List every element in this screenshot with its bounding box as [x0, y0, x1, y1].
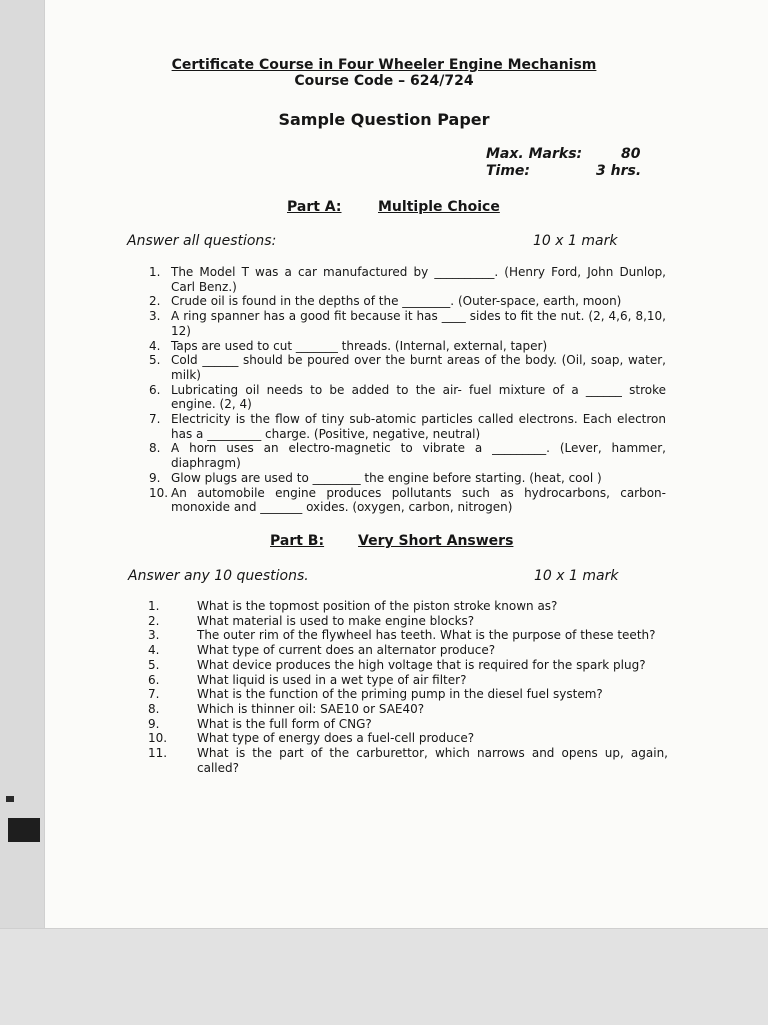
list-item: 9. Glow plugs are used to ________ the engine before starting. (heat, cool )	[149, 470, 602, 485]
part-a-marks: 10 x 1 mark	[533, 233, 618, 249]
part-a-question-list	[149, 265, 666, 515]
list-item: 5. What device produces the high voltage that is required for the spark plug?	[148, 657, 646, 672]
list-item: 6. Lubricating oil needs to be added to the air- fuel mixture of a ______ stroke engine. (2, 4)	[149, 382, 666, 412]
list-item: 9. What is the full form of CNG?	[148, 716, 372, 731]
max-marks-value: 80	[621, 146, 641, 162]
list-item: 8. A horn uses an electro-magnetic to vibrate a _________. (Lever, hammer, diaphragm)	[149, 441, 666, 471]
scan-artifact	[8, 818, 40, 842]
time-value: 3 hrs.	[596, 163, 642, 179]
part-b-marks: 10 x 1 mark	[534, 568, 619, 584]
part-b-title: Very Short Answers	[358, 533, 514, 549]
list-item: 4. What type of current does an alternator produce?	[148, 643, 496, 658]
list-item: 3. The outer rim of the flywheel has teeth. What is the purpose of these teeth?	[148, 628, 656, 643]
list-item: 5. Cold ______ should be poured over the burnt areas of the body. (Oil, soap, water, milk)	[149, 353, 666, 382]
part-b-question-list	[148, 599, 668, 775]
course-title: Certificate Course in Four Wheeler Engine Mechanism	[171, 57, 597, 73]
part-a-title: Multiple Choice	[378, 199, 500, 215]
part-b-label: Part B:	[270, 533, 325, 549]
list-item: 2. What material is used to make engine blocks?	[148, 613, 475, 628]
list-item: 7. What is the function of the priming pump in the diesel fuel system?	[148, 687, 603, 702]
part-a-label: Part A:	[287, 199, 342, 215]
list-item: 3. A ring spanner has a good fit because it has ____ sides to fit the nut. (2, 4,6, 8,10, 12)	[149, 309, 666, 338]
scan-left-margin	[0, 0, 44, 1024]
max-marks-label: Max. Marks:	[486, 146, 583, 162]
list-item: 7. Electricity is the flow of tiny sub-atomic particles called electrons. Each electron has a _________ charge. (Positive, negative, neutral)	[149, 412, 666, 441]
list-item: 10. What type of energy does a fuel-cell produce?	[148, 731, 475, 746]
list-item: 10. An automobile engine produces pollutants such as hydrocarbons, carbon-monoxide and _______ oxides. (oxygen, carbon, nitrogen)	[149, 485, 666, 515]
list-item: 4. Taps are used to cut _______ threads. (Internal, external, taper)	[149, 338, 548, 353]
list-item: 1. What is the topmost position of the piston stroke known as?	[148, 599, 558, 613]
paper-title: Sample Question Paper	[278, 110, 490, 129]
part-b-instruction: Answer any 10 questions.	[128, 568, 309, 584]
time-label: Time:	[486, 163, 531, 179]
course-code: Course Code – 624/724	[294, 73, 474, 89]
list-item: 6. What liquid is used in a wet type of air filter?	[148, 672, 467, 687]
list-item: 2. Crude oil is found in the depths of the ________. (Outer-space, earth, moon)	[149, 294, 622, 309]
scan-bottom-margin	[0, 928, 768, 1025]
list-item: 11. What is the part of the carburettor, which narrows and opens up, again, called?	[148, 746, 668, 775]
scan-artifact	[6, 796, 14, 802]
list-item: 8. Which is thinner oil: SAE10 or SAE40?	[148, 701, 425, 716]
part-a-instruction: Answer all questions:	[127, 233, 277, 249]
list-item: 1. The Model T was a car manufactured by __________. (Henry Ford, John Dunlop, Carl Benz.)	[149, 265, 666, 294]
